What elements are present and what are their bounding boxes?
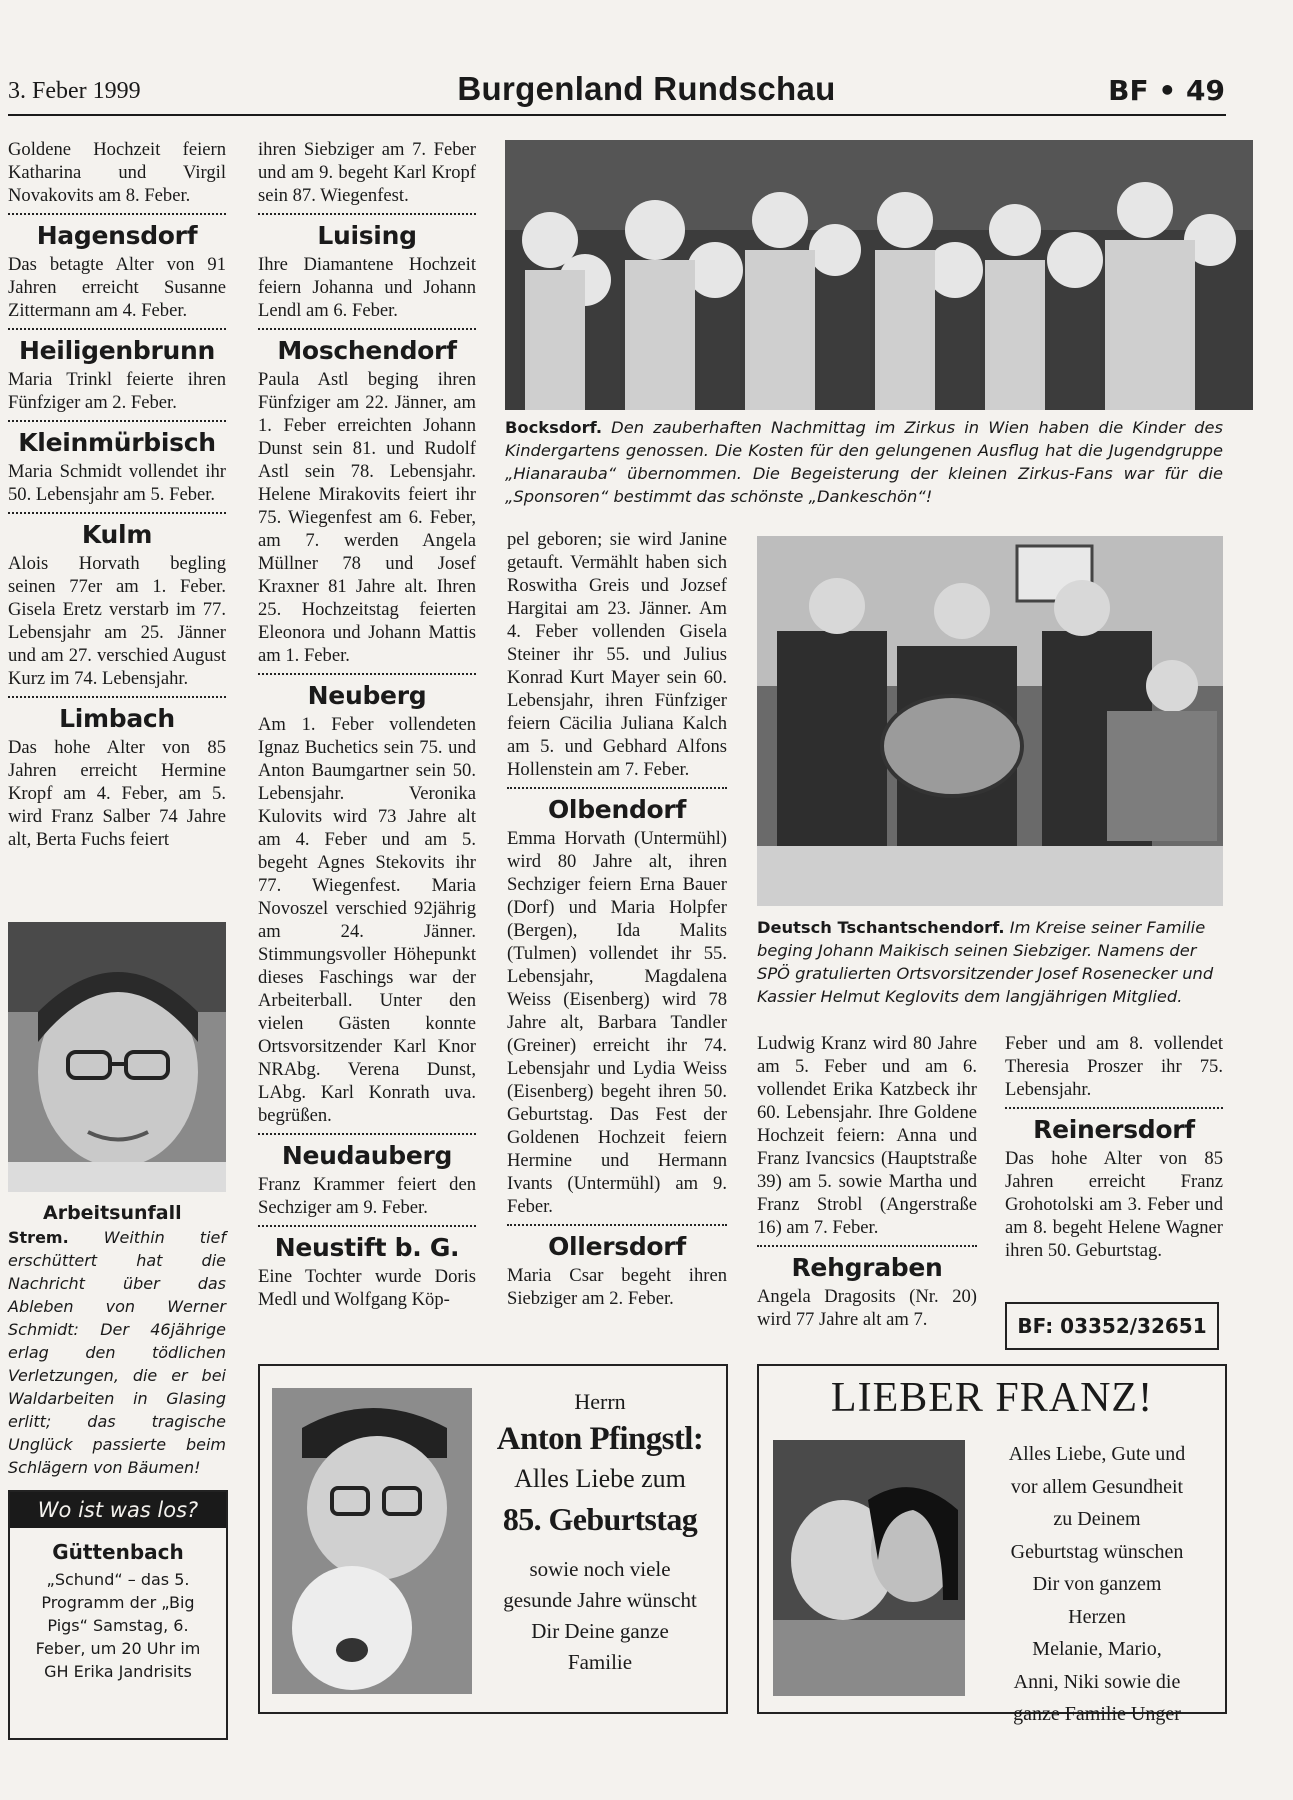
article-text: Maria Schmidt vollendet ihr 50. Lebensjahr am 5. Feber. — [8, 461, 226, 505]
article-text: Feber und am 8. vollendet Theresia Proszer ihr 75. Lebensjahr. — [1005, 1033, 1223, 1100]
ad-line: Melanie, Mario, — [1032, 1638, 1162, 1660]
event-text: „Schund“ – das 5. Programm der „Big Pigs“ Samstag, 6. Feber, um 20 Uhr im GH Erika Jandrisits — [35, 1570, 201, 1681]
heading-kulm: Kulm — [81, 520, 153, 549]
event-box-title: Wo ist was los? — [10, 1492, 226, 1528]
column-1 — [8, 138, 226, 851]
article-text: Franz Krammer feiert den Sechziger am 9. Feber. — [258, 1174, 476, 1218]
heading-reinersdorf: Reinersdorf — [1033, 1115, 1195, 1144]
event-box — [8, 1490, 228, 1740]
heading-heiligenbrunn: Heiligenbrunn — [19, 336, 215, 365]
divider — [507, 787, 727, 789]
ad-line: ganze Familie Unger — [1013, 1703, 1181, 1725]
page-number: BF • 49 — [1108, 74, 1225, 107]
caption-text: Den zauberhaften Nachmittag im Zirkus in Wien haben die Kinder des Kindergartens genossen. Die Kosten für den gelungenen Ausflug hat die Jugendgruppe „Hianarauba“ übernommen. Die Begeisterung der kleinen Zirkus-Fans war für die „Sponsoren“ bestimmt das schönste „Dankeschön“! — [505, 418, 1223, 506]
article-text: Goldene Hochzeit feiern Katharina und Virgil Novakovits am 8. Feber. — [8, 139, 226, 206]
divider — [8, 696, 226, 698]
heading-limbach: Limbach — [59, 704, 175, 733]
divider — [258, 1225, 476, 1227]
ad-photo — [773, 1440, 965, 1696]
ad-line: Herzen — [1068, 1605, 1126, 1628]
accident-article — [8, 1200, 226, 1479]
ad-line: Geburtstag wünschen — [1010, 1540, 1184, 1563]
column-5 — [1005, 1032, 1223, 1262]
accident-body: Weithin tief erschüttert hat die Nachricht über das Ableben von Werner Schmidt: Der 46jährige erlag den tödlichen Verletzungen, die er bei Waldarbeiten in Glasing erlitt; das tragische Unglück passierte beim Schlägern von Bäumen! — [8, 1228, 226, 1477]
kindergarten-photo — [505, 140, 1253, 410]
article-text: Alois Horvath begling seinen 77er am 1. Feber. Gisela Eretz verstarb im 77. Lebensjahr am 25. Jänner und am 27. verschied August Kurz im 74. Lebensjahr. — [8, 553, 226, 689]
article-text: pel geboren; sie wird Janine getauft. Vermählt haben sich Roswitha Greis und Jozsef Hargitai am 23. Jänner. Am 4. Feber vollenden Gisela Steiner ihr 55. und Julius Konrad Kurt Mayer sein 60. Lebensjahr, ihren Fünfziger feiern Cäcilia Juliana Kalch am 5. und Gebhard Alfons Hollenstein am 7. Feber. — [507, 529, 727, 780]
heading-neudauberg: Neudauberg — [281, 1141, 453, 1170]
article-text: Ludwig Kranz wird 80 Jahre am 5. Feber und am 6. vollendet Erika Katzbeck ihr 60. Lebensjahr. Ihre Goldene Hochzeit feiern: Anna und Franz Ivancsics (Hauptstraße 39) am 5. sowie Martha und Franz Strobl (Angerstraße 16) am 7. Feber. — [757, 1033, 977, 1238]
event-place: Güttenbach — [52, 1540, 184, 1564]
heading-neustift: Neustift b. G. — [274, 1233, 460, 1262]
divider — [258, 673, 476, 675]
ad-line: 85. Geburtstag — [502, 1501, 698, 1537]
portrait-photo — [8, 922, 226, 1192]
birthday-ad-franz — [757, 1364, 1227, 1725]
header-rule — [8, 114, 1226, 116]
divider — [8, 420, 226, 422]
ad-name: Anton Pfingstl: — [496, 1421, 704, 1457]
column-4 — [757, 1032, 977, 1331]
divider — [8, 213, 226, 215]
accident-text — [8, 1226, 226, 1479]
caption-lead: Bocksdorf. — [505, 418, 603, 437]
article-text: Emma Horvath (Untermühl) wird 80 Jahre alt, ihren Sechziger feiern Erna Bauer (Dorf) und Maria Holpfer (Bergen), Ida Malits (Tulmen) vollendet ihr 55. Lebensjahr, Magdalena Weiss (Eisenberg) wird 78 Jahre alt, Barbara Tandler (Greiner) erreicht ihr 74. Lebensjahr und Lydia Weiss (Eisenberg) begeht ihren 50. Geburtstag. Das Fest der Goldenen Hochzeit feiern Hermine und Hermann Ivants (Untermühl) am 9. Feber. — [507, 828, 727, 1217]
phone-box — [1005, 1302, 1219, 1350]
ad-line: Dir Deine ganze — [531, 1619, 669, 1643]
heading-rehgraben: Rehgraben — [791, 1253, 943, 1282]
article-text: Maria Trinkl feierte ihren Fünfziger am 2. Feber. — [8, 369, 226, 413]
birthday-ad-pfingstl — [258, 1364, 728, 1714]
photo2-caption — [757, 916, 1223, 1008]
heading-kleinmuerbisch: Kleinmürbisch — [18, 428, 216, 457]
divider — [1005, 1107, 1223, 1109]
newspaper-title: Burgenland Rundschau — [457, 70, 836, 107]
divider — [258, 328, 476, 330]
caption-lead: Deutsch Tschantschendorf. — [757, 918, 1005, 937]
article-text: ihren Siebziger am 7. Feber und am 9. begeht Karl Kropf sein 87. Wiegenfest. — [258, 139, 476, 206]
ad-line: Anni, Niki sowie die — [1013, 1670, 1181, 1693]
heading-olbendorf: Olbendorf — [547, 795, 687, 824]
article-text: Ihre Diamantene Hochzeit feiern Johanna und Johann Lendl am 6. Feber. — [258, 254, 476, 321]
ad-text — [475, 1386, 725, 1678]
article-text: Am 1. Feber vollendeten Ignaz Buchetics sein 75. und Anton Baumgartner sein 50. Lebensjahr. Veronika Kulovits wird 73 Jahre alt am 4. Feber und am 5. begeht Agnes Stekovits ihr 77. Wiegenfest. Maria Novoszel verschied 92jährig am 24. Jänner. Stimmungsvoller Höhepunkt dieses Faschings war der Arbeiterball. Unter den vielen Gästen konnte Ortsvorsitzender Karl Knor NRAbg. Verena Dunst, LAbg. Karl Konrath uva. begrüßen. — [258, 714, 476, 1126]
ad-line: Alles Liebe zum — [514, 1464, 686, 1493]
column-2 — [258, 138, 476, 1311]
ad-line: Dir von ganzem — [1032, 1573, 1162, 1595]
article-text: Das hohe Alter von 85 Jahren erreicht Hermine Kropf am 4. Feber, am 5. wird Franz Salber 74 Jahre alt, Berta Fuchs feiert — [8, 737, 226, 850]
heading-ollersdorf: Ollersdorf — [548, 1232, 686, 1261]
family-photo — [757, 536, 1223, 906]
divider — [507, 1224, 727, 1226]
heading-neuberg: Neuberg — [307, 681, 427, 710]
photo1-caption — [505, 416, 1223, 508]
heading-moschendorf: Moschendorf — [277, 336, 457, 365]
ad-line: Alles Liebe, Gute und — [1008, 1443, 1186, 1465]
article-text: Paula Astl beging ihren Fünfziger am 22. Jänner, am 1. Feber erreichten Johann Dunst sein 81. und Rudolf Astl sein 78. Lebensjahr. Helene Mirakovits feiert ihr 75. Wiegenfest am 6. Feber, am 7. werden Angela Müllner 78 und Josef Kraxner 81 Jahre alt. Ihren 25. Hochzeitstag feierten Eleonora und Johann Mattis am 1. Feber. — [258, 369, 476, 666]
divider — [8, 512, 226, 514]
column-3 — [507, 528, 727, 1310]
article-text: Angela Dragosits (Nr. 20) wird 77 Jahre alt am 7. — [757, 1286, 977, 1330]
ad-line: zu Deinem — [1053, 1508, 1141, 1530]
heading-hagensdorf: Hagensdorf — [36, 221, 198, 250]
ad-line: gesunde Jahre wünscht — [503, 1588, 697, 1612]
ad-title: LIEBER FRANZ! — [830, 1375, 1154, 1421]
article-text: Eine Tochter wurde Doris Medl und Wolfgang Köp- — [258, 1266, 476, 1310]
divider — [8, 328, 226, 330]
divider — [258, 1133, 476, 1135]
ad-line: Familie — [567, 1650, 633, 1674]
heading-luising: Luising — [317, 221, 417, 250]
accident-title: Arbeitsunfall — [43, 1202, 182, 1224]
article-text: Maria Csar begeht ihren Siebziger am 2. Feber. — [507, 1265, 727, 1309]
ad-line: vor allem Gesundheit — [1010, 1475, 1184, 1498]
article-text: Das betagte Alter von 91 Jahren erreicht Susanne Zittermann am 4. Feber. — [8, 254, 226, 321]
caption-text: Im Kreise seiner Familie beging Johann Maikisch seinen Siebziger. Namens der SPÖ gratulierten Ortsvorsitzender Josef Rosenecker und Kassier Helmut Keglovits dem langjährigen Mitglied. — [757, 918, 1214, 1006]
ad-line: Herrn — [574, 1389, 626, 1414]
divider — [258, 213, 476, 215]
ad-line: sowie noch viele — [529, 1557, 671, 1581]
issue-date: 3. Feber 1999 — [8, 78, 141, 104]
article-text: Das hohe Alter von 85 Jahren erreicht Franz Grohotolski am 3. Feber und am 8. begeht Helene Wagner ihren 50. Geburtstag. — [1005, 1148, 1223, 1261]
divider — [757, 1245, 977, 1247]
ad-photo — [272, 1388, 472, 1694]
accident-lead: Strem. — [8, 1228, 69, 1247]
ad-text — [969, 1438, 1225, 1731]
phone-number: BF: 03352/32651 — [1017, 1314, 1207, 1338]
